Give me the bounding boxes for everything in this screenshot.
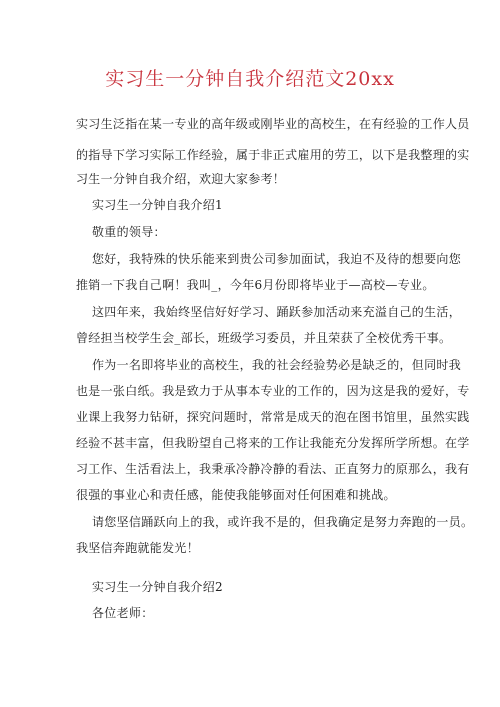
section1-p3-line-6: 很强的事业心和责任感，能使我能够面对任何困难和挑战。 <box>76 488 396 502</box>
section1-heading: 实习生一分钟自我介绍1 <box>92 198 223 212</box>
intro-line-3: 习生一分钟自我介绍，欢迎大家参考！ <box>76 172 286 186</box>
section2-heading: 实习生一分钟自我介绍2 <box>92 580 223 594</box>
section1-p3-line-2: 也是一张白纸。我是致力于从事本专业的工作的，因为这是我的爱好，专 <box>76 384 470 398</box>
intro-line-2: 的指导下学习实际工作经验，属于非正式雇用的劳工，以下是我整理的实 <box>76 148 470 162</box>
section1-p3-line-3: 业课上我努力钻研，探究问题时，常常是成天的泡在图书馆里，虽然实践 <box>76 410 470 424</box>
section1-p2-line-2: 曾经担当校学生会_部长，班级学习委员，并且荣获了全校优秀干事。 <box>76 331 452 345</box>
intro-line-1: 实习生泛指在某一专业的高年级或刚毕业的高校生，在有经验的工作人员 <box>76 117 470 131</box>
section1-p4-line-2: 我坚信奔跑就能发光！ <box>76 541 200 555</box>
section1-p3-line-5: 习工作、生活看法上，我秉承冷静冷静的看法、正直努力的原那么，我有 <box>76 462 470 476</box>
section1-greeting: 敬重的领导： <box>92 225 166 239</box>
section1-p3-line-1: 作为一名即将毕业的高校生，我的社会经验势必是缺乏的，但同时我 <box>92 358 462 372</box>
section2-greeting: 各位老师： <box>92 606 154 620</box>
section1-p1-line-2: 推销一下我自己啊！我叫_，今年6月份即将毕业于—高校—专业。 <box>76 278 435 292</box>
section1-p3-line-4: 经验不甚丰富，但我盼望自己将来的工作让我能充分发挥所学所想。在学 <box>76 436 470 450</box>
document-title: 实习生一分钟自我介绍范文20xx <box>105 68 395 90</box>
section1-p1-line-1: 您好，我特殊的快乐能来到贵公司参加面试，我迫不及待的想要向您 <box>92 252 462 266</box>
section1-p4-line-1: 请您坚信踊跃向上的我，或许我不是的，但我确定是努力奔跑的一员。 <box>92 515 474 529</box>
section1-p2-line-1: 这四年来，我始终坚信好好学习、踊跃参加活动来充溢自己的生活， <box>92 305 462 319</box>
